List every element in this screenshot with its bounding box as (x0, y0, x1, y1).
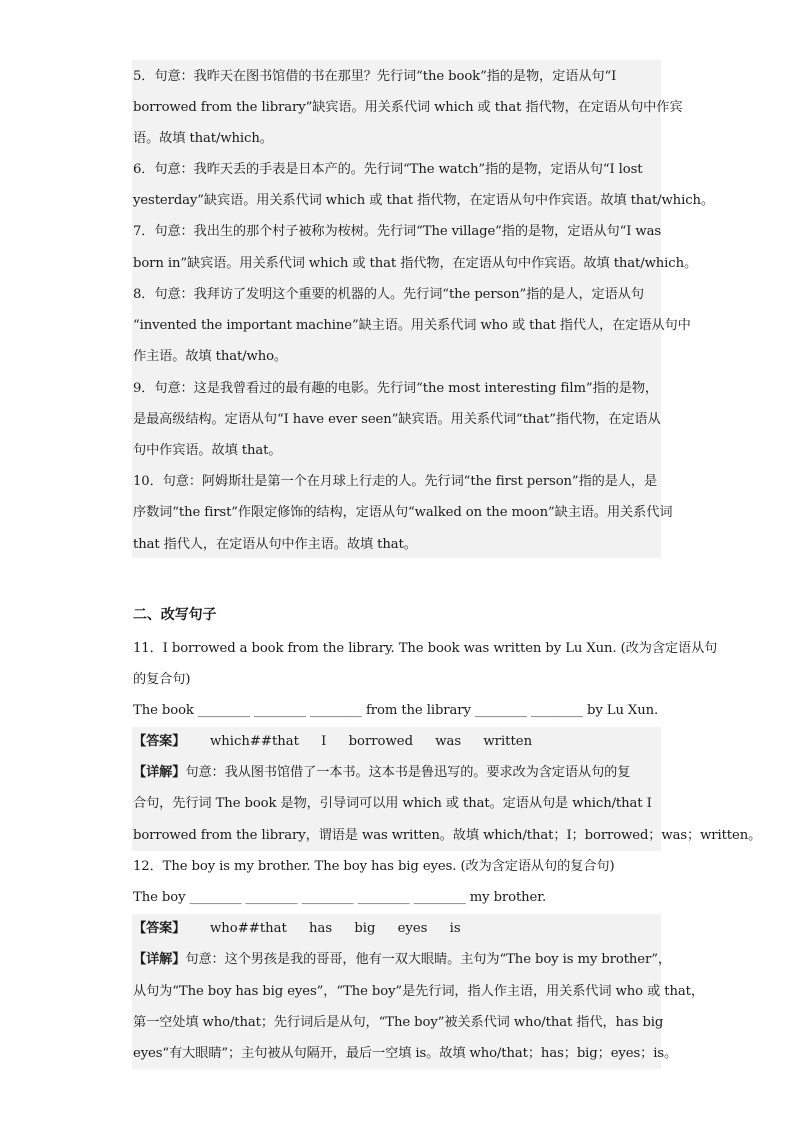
explanation-line: 6．句意：我昨天丢的手表是日本产的。先行词“The watch”指的是物，定语从句“I lost (133, 162, 643, 177)
explanation-line: “invented the important machine”缺主语。用关系代词 who 或 that 指代人，在定语从句中 (133, 318, 691, 333)
q11-detail-line (133, 764, 663, 781)
q12-answer: big (354, 921, 376, 936)
explanation-line: 句中作宾语。故填 that。 (133, 443, 282, 458)
q12-detail-label: 【详解】 (133, 952, 186, 967)
q12-answer: is (449, 921, 461, 936)
explanation-line: 序数词“the first”作限定修饰的结构，定语从句“walked on the moon”缺主语。用关系代词 (133, 505, 673, 520)
explanation-line: yesterday”缺宾语。用关系代词 which 或 that 指代物，在定语从句中作宾语。故填 that/which。 (133, 193, 714, 208)
q11-question-line: 的复合句) (133, 672, 191, 687)
q11-answer-values (210, 733, 532, 750)
q11-answer: was (435, 734, 462, 749)
explanation-line: 是最高级结构。定语从句“I have ever seen”缺宾语。用关系代词“that”指代物，在定语从 (133, 412, 661, 427)
explanation-line: 语。故填 that/which。 (133, 131, 273, 146)
q12-answer-label: 【答案】 (133, 921, 186, 936)
q12-detail-text: 句意：这个男孩是我的哥哥，他有一双大眼睛。主句为“The boy is my brother”， (185, 952, 671, 967)
q12-detail-line: 从句为“The boy has big eyes”，“The boy”是先行词，指人作主语，用关系代词 who 或 that， (133, 984, 704, 999)
q12-question-line: 12．The boy is my brother. The boy has big eyes. (改为含定语从句的复合句) (133, 859, 615, 874)
q11-blank-line: The book ________ ________ ________ from the library ________ ________ by Lu Xun. (133, 703, 659, 718)
explanation-line: 7．句意：我出生的那个村子被称为桉树。先行词“The village”指的是物，定语从句“I was (133, 224, 662, 239)
q12-detail-line: 第一空处填 who/that；先行词后是从句，“The boy”被关系代词 who/that 指代，has big (133, 1015, 664, 1030)
explanation-line: that 指代人，在定语从句中作主语。故填 that。 (133, 537, 417, 552)
q12-answer-values (210, 920, 461, 937)
section-title: 二、改写句子 (133, 607, 217, 623)
q11-answer: borrowed (348, 734, 414, 749)
explanation-line: 10．句意：阿姆斯壮是第一个在月球上行走的人。先行词“the first person”指的是人，是 (133, 474, 658, 489)
q11-detail-text: 句意：我从图书馆借了一本书。这本书是鲁迅写的。要求改为含定语从句的复 (185, 765, 631, 780)
q12-blank-line: The boy ________ ________ ________ ________ ________ my brother. (133, 890, 547, 905)
q12-detail-line: eyes“有大眼睛”；主句被从句隔开，最后一空填 is。故填 who/that；has；big；eyes；is。 (133, 1046, 678, 1061)
explanation-line: borrowed from the library”缺宾语。用关系代词 which 或 that 指代物，在定语从句中作宾 (133, 100, 683, 115)
q11-detail-line: 合句，先行词 The book 是物，引导词可以用 which 或 that。定语从句是 which/that I (133, 796, 652, 811)
q11-answer: written (483, 734, 533, 749)
explanation-line: 作主语。故填 that/who。 (133, 349, 288, 364)
q11-answer: which##that (210, 734, 299, 749)
explanation-line: 8．句意：我拜访了发明这个重要的机器的人。先行词“the person”指的是人，定语从句 (133, 287, 644, 302)
explanation-line: 5．句意：我昨天在图书馆借的书在那里？先行词“the book”指的是物，定语从句“I (133, 69, 617, 84)
explanation-line: 9．句意：这是我曾看过的最有趣的电影。先行词“the most interesting film”指的是物， (133, 381, 658, 396)
q11-detail-label: 【详解】 (133, 765, 186, 780)
q11-answer-label: 【答案】 (133, 734, 186, 749)
q11-question-line: 11．I borrowed a book from the library. The book was written by Lu Xun. (改为含定语从句 (133, 641, 718, 656)
q12-detail-line (133, 951, 671, 968)
q11-answer: I (321, 734, 327, 749)
q12-answer: has (308, 921, 333, 936)
q11-detail-line: borrowed from the library，谓语是 was written。故填 which/that；I；borrowed；was；written。 (133, 828, 762, 843)
explanation-line: born in”缺宾语。用关系代词 which 或 that 指代物，在定语从句中作宾语。故填 that/which。 (133, 256, 698, 271)
q12-answer: eyes (397, 921, 428, 936)
q12-answer: who##that (210, 921, 287, 936)
